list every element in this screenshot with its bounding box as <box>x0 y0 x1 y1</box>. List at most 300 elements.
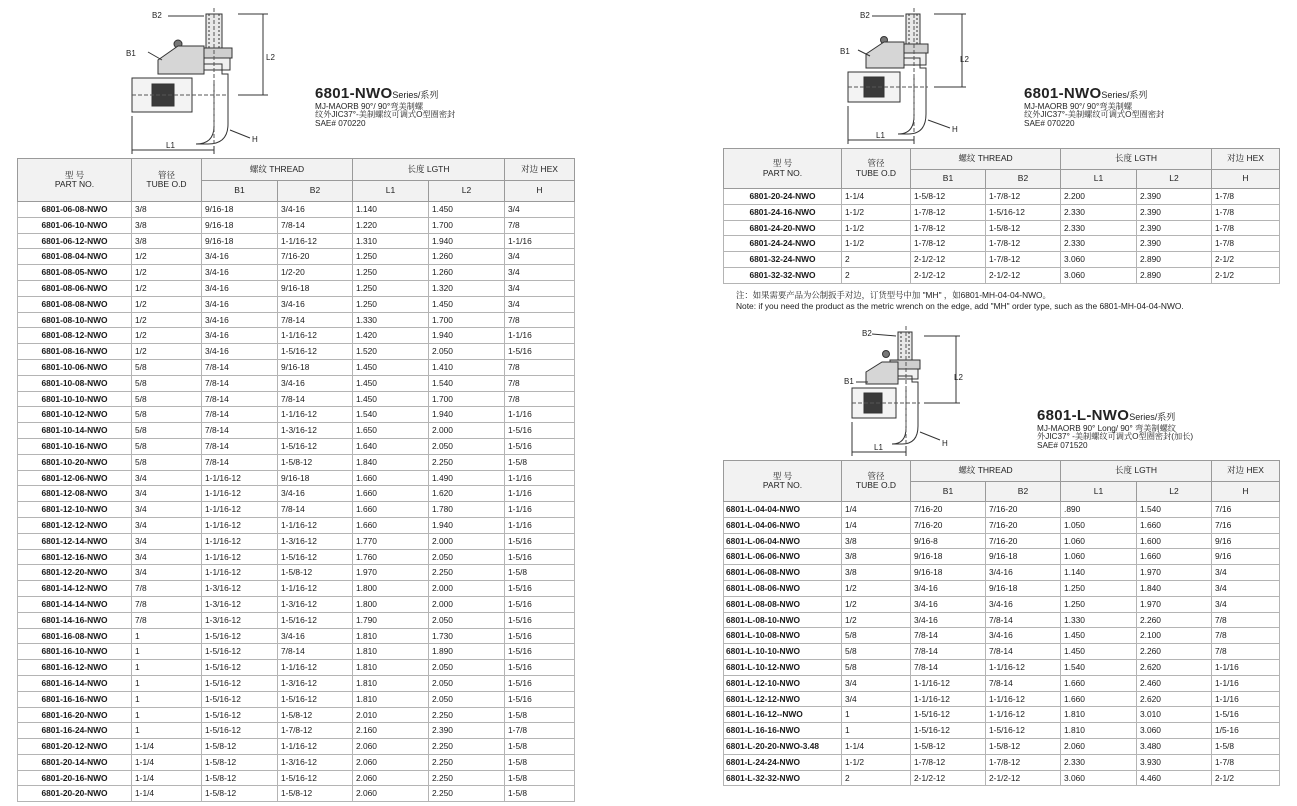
cell-l1: 1.760 <box>353 549 429 565</box>
cell-tube-od: 1 <box>132 644 202 660</box>
series-desc-1: MJ-MAORB 90°/ 90°弯美制螺 <box>315 101 424 111</box>
cell-tube-od: 1-1/2 <box>842 754 911 770</box>
cell-l1: 1.970 <box>353 565 429 581</box>
table-row <box>18 612 575 628</box>
cell-l1: 1.810 <box>1061 723 1137 739</box>
cell-l1: 1.800 <box>353 596 429 612</box>
cell-hex: 1-5/8 <box>505 739 575 755</box>
cell-b2: 7/8-14 <box>986 644 1061 660</box>
cell-b1: 1-1/16-12 <box>911 691 986 707</box>
cell-hex: 7/16 <box>1212 517 1280 533</box>
cell-hex: 1-5/16 <box>505 581 575 597</box>
cell-l1: 1.250 <box>353 265 429 281</box>
cell-tube-od: 2 <box>842 267 911 283</box>
cell-part-no: 6801-L-08-08-NWO <box>724 596 842 612</box>
header-h: H <box>1212 482 1280 502</box>
fitting-drawing-nwo <box>118 4 278 156</box>
cell-b1: 7/8-14 <box>202 391 278 407</box>
cell-part-no: 6801-L-06-08-NWO <box>724 565 842 581</box>
cell-b2: 9/16-18 <box>278 470 353 486</box>
table-row <box>724 644 1280 660</box>
cell-tube-od: 1-1/2 <box>842 236 911 252</box>
table-row <box>724 189 1280 205</box>
cell-b2: 1-1/16-12 <box>278 660 353 676</box>
cell-part-no: 6801-08-10-NWO <box>18 312 132 328</box>
cell-l2: 2.000 <box>429 596 505 612</box>
cell-l2: 1.600 <box>1137 533 1212 549</box>
table-row <box>18 754 575 770</box>
cell-l2: 2.620 <box>1137 659 1212 675</box>
header-length: 长度 LGTH <box>1061 461 1212 482</box>
cell-l2: 1.970 <box>1137 565 1212 581</box>
table-row <box>18 312 575 328</box>
header-b2: B2 <box>986 482 1061 502</box>
cell-l1: 2.060 <box>353 786 429 802</box>
cell-tube-od: 5/8 <box>842 628 911 644</box>
header-thread: 螺纹 THREAD <box>202 159 353 181</box>
cell-l1: 1.660 <box>353 517 429 533</box>
cell-l2: 2.250 <box>429 786 505 802</box>
header-tube-od: 管径 TUBE O.D <box>132 159 202 202</box>
cell-part-no: 6801-L-16-12--NWO <box>724 707 842 723</box>
table-row <box>18 707 575 723</box>
cell-hex: 2-1/2 <box>1212 252 1280 268</box>
cell-b1: 1-1/16-12 <box>202 517 278 533</box>
cell-hex: 1-5/8 <box>505 786 575 802</box>
cell-tube-od: 1/2 <box>842 596 911 612</box>
table-row <box>18 470 575 486</box>
cell-part-no: 6801-L-06-06-NWO <box>724 549 842 565</box>
cell-part-no: 6801-14-16-NWO <box>18 612 132 628</box>
cell-b1: 1-5/16-12 <box>202 691 278 707</box>
cell-b1: 1-5/8-12 <box>202 754 278 770</box>
cell-b1: 3/4-16 <box>202 265 278 281</box>
series-desc-1: MJ-MAORB 90°/ 90°弯美制螺 <box>1024 101 1133 111</box>
cell-l2: 2.050 <box>429 660 505 676</box>
cell-l1: 3.060 <box>1061 252 1137 268</box>
cell-hex: 1-1/16 <box>1212 675 1280 691</box>
cell-l2: 2.050 <box>429 549 505 565</box>
table-row <box>18 691 575 707</box>
cell-b2: 1-1/16-12 <box>278 328 353 344</box>
cell-tube-od: 1/2 <box>842 612 911 628</box>
cell-l1: 1.250 <box>353 249 429 265</box>
cell-l1: 1.060 <box>1061 533 1137 549</box>
table-row <box>724 220 1280 236</box>
cell-b1: 1-5/8-12 <box>911 738 986 754</box>
cell-hex: 9/16 <box>1212 533 1280 549</box>
cell-b2: 9/16-18 <box>278 280 353 296</box>
table-row <box>724 580 1280 596</box>
cell-part-no: 6801-16-08-NWO <box>18 628 132 644</box>
cell-b2: 1-5/8-12 <box>278 454 353 470</box>
cell-hex: 1-5/8 <box>1212 738 1280 754</box>
cell-hex: 7/8 <box>1212 612 1280 628</box>
cell-part-no: 6801-L-04-04-NWO <box>724 502 842 518</box>
table-row <box>724 596 1280 612</box>
cell-hex: 1-5/16 <box>505 596 575 612</box>
cell-l1: 2.060 <box>353 770 429 786</box>
cell-tube-od: 3/4 <box>842 691 911 707</box>
series-title-nwo <box>315 86 455 129</box>
cell-part-no: 6801-10-14-NWO <box>18 423 132 439</box>
cell-b2: 1-7/8-12 <box>986 252 1061 268</box>
cell-l1: 1.660 <box>353 502 429 518</box>
cell-b2: 1/2-20 <box>278 265 353 281</box>
series-code: 6801-NWO <box>315 85 393 102</box>
cell-b2: 1-7/8-12 <box>278 723 353 739</box>
cell-b1: 7/16-20 <box>911 502 986 518</box>
series-word: Series/系列 <box>1129 412 1176 422</box>
cell-tube-od: 5/8 <box>132 391 202 407</box>
cell-hex: 1-7/8 <box>1212 754 1280 770</box>
cell-tube-od: 5/8 <box>132 454 202 470</box>
cell-l2: 1.260 <box>429 249 505 265</box>
cell-b2: 1-3/16-12 <box>278 533 353 549</box>
cell-b1: 1-7/8-12 <box>911 754 986 770</box>
label-b2: B2 <box>152 11 162 20</box>
series-title-lnwo <box>1037 408 1193 451</box>
cell-b1: 1-5/16-12 <box>202 723 278 739</box>
header-b1: B1 <box>202 181 278 202</box>
cell-b2: 7/8-14 <box>278 502 353 518</box>
cell-b1: 7/16-20 <box>911 517 986 533</box>
cell-l1: 1.050 <box>1061 517 1137 533</box>
cell-l1: 1.420 <box>353 328 429 344</box>
cell-part-no: 6801-06-12-NWO <box>18 233 132 249</box>
cell-hex: 1-5/16 <box>505 533 575 549</box>
cell-hex: 7/8 <box>505 391 575 407</box>
cell-part-no: 6801-10-12-NWO <box>18 407 132 423</box>
cell-tube-od: 1/2 <box>132 265 202 281</box>
cell-l1: 1.810 <box>1061 707 1137 723</box>
cell-hex: 7/16 <box>1212 502 1280 518</box>
header-length: 长度 LGTH <box>1061 149 1212 170</box>
table-row <box>724 628 1280 644</box>
cell-l2: 1.450 <box>429 202 505 218</box>
table-row <box>18 675 575 691</box>
cell-b2: 1-5/16-12 <box>278 612 353 628</box>
cell-b1: 9/16-18 <box>911 549 986 565</box>
table-row <box>18 739 575 755</box>
table-row <box>724 675 1280 691</box>
cell-l2: 2.250 <box>429 707 505 723</box>
label-l1: L1 <box>876 131 885 140</box>
cell-l2: 2.460 <box>1137 675 1212 691</box>
cell-b1: 1-5/8-12 <box>202 770 278 786</box>
cell-l1: 1.810 <box>353 691 429 707</box>
cell-l2: 2.250 <box>429 754 505 770</box>
cell-hex: 3/4 <box>1212 565 1280 581</box>
table-row <box>18 296 575 312</box>
cell-hex: 1-1/16 <box>505 502 575 518</box>
cell-part-no: 6801-16-14-NWO <box>18 675 132 691</box>
cell-l2: 2.890 <box>1137 252 1212 268</box>
spec-table-nwo-cont <box>723 148 1280 284</box>
cell-b1: 1-5/16-12 <box>911 707 986 723</box>
cell-l2: 1.620 <box>429 486 505 502</box>
cell-part-no: 6801-L-12-12-NWO <box>724 691 842 707</box>
cell-l1: 1.640 <box>353 438 429 454</box>
cell-part-no: 6801-10-10-NWO <box>18 391 132 407</box>
cell-b1: 9/16-18 <box>202 233 278 249</box>
cell-l1: 2.010 <box>353 707 429 723</box>
cell-l1: 1.330 <box>353 312 429 328</box>
cell-b2: 1-5/16-12 <box>986 204 1061 220</box>
cell-hex: 1-7/8 <box>1212 236 1280 252</box>
header-hex: 对边 HEX <box>505 159 575 181</box>
cell-tube-od: 1-1/4 <box>842 738 911 754</box>
cell-part-no: 6801-L-32-32-NWO <box>724 770 842 786</box>
table-row <box>724 770 1280 786</box>
header-b2: B2 <box>278 181 353 202</box>
table-row <box>18 407 575 423</box>
label-b1: B1 <box>844 377 854 386</box>
note-en: Note: if you need the product as the metric wrench on the edge, add "MH" order type, such as the 6801-MH-04-04-NWO. <box>736 301 1184 311</box>
cell-tube-od: 3/4 <box>132 517 202 533</box>
cell-tube-od: 1 <box>842 723 911 739</box>
table-row <box>18 581 575 597</box>
note-cn: 注：如果需要产品为公制扳手对边，订货型号中加 "MH" ，如6801-MH-04-04-NWO。 <box>736 290 1051 300</box>
cell-part-no: 6801-32-24-NWO <box>724 252 842 268</box>
cell-part-no: 6801-12-20-NWO <box>18 565 132 581</box>
cell-b1: 3/4-16 <box>202 249 278 265</box>
cell-b1: 7/8-14 <box>202 438 278 454</box>
spec-table-nwo <box>17 158 575 802</box>
cell-tube-od: 7/8 <box>132 612 202 628</box>
cell-b2: 1-3/16-12 <box>278 596 353 612</box>
cell-part-no: 6801-08-12-NWO <box>18 328 132 344</box>
series-code: 6801-NWO <box>1024 85 1102 102</box>
cell-hex: 3/4 <box>1212 580 1280 596</box>
cell-part-no: 6801-20-12-NWO <box>18 739 132 755</box>
cell-tube-od: 3/4 <box>132 486 202 502</box>
cell-hex: 1-5/16 <box>505 612 575 628</box>
series-sae: SAE# 070220 <box>315 119 366 129</box>
cell-l1: 3.060 <box>1061 770 1137 786</box>
series-word: Series/系列 <box>392 90 439 100</box>
cell-l1: 1.310 <box>353 233 429 249</box>
header-h: H <box>1212 170 1280 189</box>
cell-hex: 7/8 <box>505 359 575 375</box>
cell-hex: 1-5/8 <box>505 754 575 770</box>
cell-hex: 1-1/16 <box>505 517 575 533</box>
cell-l2: 3.930 <box>1137 754 1212 770</box>
cell-b2: 7/8-14 <box>278 217 353 233</box>
cell-tube-od: 1 <box>132 675 202 691</box>
cell-part-no: 6801-20-20-NWO <box>18 786 132 802</box>
table-row <box>18 423 575 439</box>
cell-part-no: 6801-10-16-NWO <box>18 438 132 454</box>
cell-l1: 2.060 <box>353 739 429 755</box>
header-part-no: 型 号 PART NO. <box>724 149 842 189</box>
table-row <box>724 691 1280 707</box>
cell-b1: 2-1/2-12 <box>911 267 986 283</box>
cell-l1: 1.450 <box>353 375 429 391</box>
cell-hex: 3/4 <box>505 265 575 281</box>
cell-b2: 7/16-20 <box>278 249 353 265</box>
table-row <box>18 328 575 344</box>
cell-tube-od: 3/4 <box>132 565 202 581</box>
cell-l2: 2.890 <box>1137 267 1212 283</box>
table-row <box>18 644 575 660</box>
cell-b1: 1-7/8-12 <box>911 204 986 220</box>
header-length: 长度 LGTH <box>353 159 505 181</box>
cell-part-no: 6801-L-08-10-NWO <box>724 612 842 628</box>
cell-tube-od: 1-1/4 <box>842 189 911 205</box>
cell-hex: 1-5/16 <box>1212 707 1280 723</box>
cell-l1: 1.660 <box>1061 675 1137 691</box>
cell-b1: 1-5/16-12 <box>202 660 278 676</box>
cell-hex: 1-1/16 <box>505 328 575 344</box>
cell-b2: 1-5/8-12 <box>278 707 353 723</box>
table-row <box>18 723 575 739</box>
cell-hex: 1-5/16 <box>505 691 575 707</box>
cell-part-no: 6801-24-20-NWO <box>724 220 842 236</box>
cell-b2: 3/4-16 <box>278 486 353 502</box>
cell-tube-od: 1/2 <box>842 580 911 596</box>
cell-l1: 1.800 <box>353 581 429 597</box>
cell-b2: 1-5/16-12 <box>278 691 353 707</box>
cell-l1: 1.810 <box>353 644 429 660</box>
label-h: H <box>252 135 258 144</box>
cell-hex: 1-1/16 <box>505 470 575 486</box>
table-row <box>724 707 1280 723</box>
cell-l2: 1.890 <box>429 644 505 660</box>
cell-b1: 1-5/16-12 <box>202 628 278 644</box>
cell-b1: 1-1/16-12 <box>911 675 986 691</box>
cell-l2: 2.390 <box>1137 236 1212 252</box>
header-l1: L1 <box>1061 170 1137 189</box>
cell-part-no: 6801-24-16-NWO <box>724 204 842 220</box>
cell-b1: 1-1/16-12 <box>202 470 278 486</box>
cell-hex: 3/4 <box>1212 596 1280 612</box>
cell-part-no: 6801-L-12-10-NWO <box>724 675 842 691</box>
cell-l2: 1.940 <box>429 233 505 249</box>
cell-l1: 1.790 <box>353 612 429 628</box>
cell-tube-od: 1 <box>132 660 202 676</box>
cell-l1: 2.330 <box>1061 236 1137 252</box>
table-row <box>18 454 575 470</box>
cell-b1: 1-5/16-12 <box>202 675 278 691</box>
table-row <box>18 375 575 391</box>
cell-b2: 3/4-16 <box>278 628 353 644</box>
cell-b1: 1-5/8-12 <box>202 786 278 802</box>
cell-l1: 1.220 <box>353 217 429 233</box>
cell-part-no: 6801-L-10-12-NWO <box>724 659 842 675</box>
cell-l2: 3.480 <box>1137 738 1212 754</box>
cell-b1: 9/16-18 <box>202 202 278 218</box>
cell-tube-od: 1/4 <box>842 517 911 533</box>
cell-hex: 3/4 <box>505 249 575 265</box>
cell-l2: 1.700 <box>429 312 505 328</box>
cell-b1: 3/4-16 <box>202 296 278 312</box>
cell-b2: 1-7/8-12 <box>986 236 1061 252</box>
cell-tube-od: 1/2 <box>132 312 202 328</box>
cell-part-no: 6801-08-06-NWO <box>18 280 132 296</box>
cell-b2: 1-5/16-12 <box>278 549 353 565</box>
cell-b2: 2-1/2-12 <box>986 770 1061 786</box>
cell-tube-od: 7/8 <box>132 581 202 597</box>
cell-part-no: 6801-16-20-NWO <box>18 707 132 723</box>
cell-l2: 2.100 <box>1137 628 1212 644</box>
cell-b1: 3/4-16 <box>911 580 986 596</box>
cell-b2: 1-5/16-12 <box>278 770 353 786</box>
cell-l1: 1.250 <box>1061 596 1137 612</box>
cell-l1: 1.810 <box>353 628 429 644</box>
cell-l1: 2.060 <box>1061 738 1137 754</box>
cell-part-no: 6801-L-10-08-NWO <box>724 628 842 644</box>
cell-hex: 7/8 <box>1212 628 1280 644</box>
cell-b2: 9/16-18 <box>986 580 1061 596</box>
cell-hex: 7/8 <box>505 217 575 233</box>
table-row <box>724 565 1280 581</box>
cell-b2: 1-5/16-12 <box>278 438 353 454</box>
cell-b1: 1-5/16-12 <box>202 707 278 723</box>
table-row <box>18 549 575 565</box>
cell-l2: 4.460 <box>1137 770 1212 786</box>
label-h: H <box>952 125 958 134</box>
cell-l1: 1.450 <box>353 359 429 375</box>
cell-part-no: 6801-16-12-NWO <box>18 660 132 676</box>
table-row <box>18 344 575 360</box>
table-row <box>18 391 575 407</box>
cell-l2: 1.660 <box>1137 549 1212 565</box>
fitting-drawing-nwo-cont <box>836 6 976 148</box>
table-row <box>18 596 575 612</box>
cell-b2: 1-7/8-12 <box>986 189 1061 205</box>
cell-l2: 1.940 <box>429 407 505 423</box>
table-row <box>724 754 1280 770</box>
cell-hex: 1-5/16 <box>505 675 575 691</box>
table-row <box>18 628 575 644</box>
cell-hex: 1-1/16 <box>1212 659 1280 675</box>
cell-l1: 1.660 <box>353 470 429 486</box>
cell-b2: 1-1/16-12 <box>986 707 1061 723</box>
table-row <box>18 249 575 265</box>
cell-l2: 1.970 <box>1137 596 1212 612</box>
cell-l1: 1.540 <box>1061 659 1137 675</box>
cell-tube-od: 3/8 <box>132 217 202 233</box>
cell-tube-od: 1/2 <box>132 328 202 344</box>
table-row <box>18 786 575 802</box>
label-h: H <box>942 439 948 448</box>
cell-part-no: 6801-L-08-06-NWO <box>724 580 842 596</box>
cell-l1: 1.250 <box>353 280 429 296</box>
cell-part-no: 6801-12-06-NWO <box>18 470 132 486</box>
cell-l1: 1.450 <box>353 391 429 407</box>
header-l2: L2 <box>1137 482 1212 502</box>
cell-b2: 3/4-16 <box>278 296 353 312</box>
header-hex: 对边 HEX <box>1212 461 1280 482</box>
cell-b2: 1-5/16-12 <box>278 344 353 360</box>
cell-part-no: 6801-12-14-NWO <box>18 533 132 549</box>
cell-b2: 1-1/16-12 <box>278 407 353 423</box>
cell-l2: 1.260 <box>429 265 505 281</box>
cell-tube-od: 5/8 <box>132 438 202 454</box>
cell-l2: 2.390 <box>1137 204 1212 220</box>
cell-b1: 1-7/8-12 <box>911 220 986 236</box>
cell-b1: 7/8-14 <box>202 359 278 375</box>
cell-tube-od: 3/8 <box>132 233 202 249</box>
cell-l2: 1.940 <box>429 517 505 533</box>
cell-b1: 1-5/8-12 <box>911 189 986 205</box>
cell-b2: 1-1/16-12 <box>278 581 353 597</box>
cell-b1: 9/16-8 <box>911 533 986 549</box>
cell-l2: 1.540 <box>1137 502 1212 518</box>
cell-l2: 1.660 <box>1137 517 1212 533</box>
cell-hex: 1-5/16 <box>505 660 575 676</box>
